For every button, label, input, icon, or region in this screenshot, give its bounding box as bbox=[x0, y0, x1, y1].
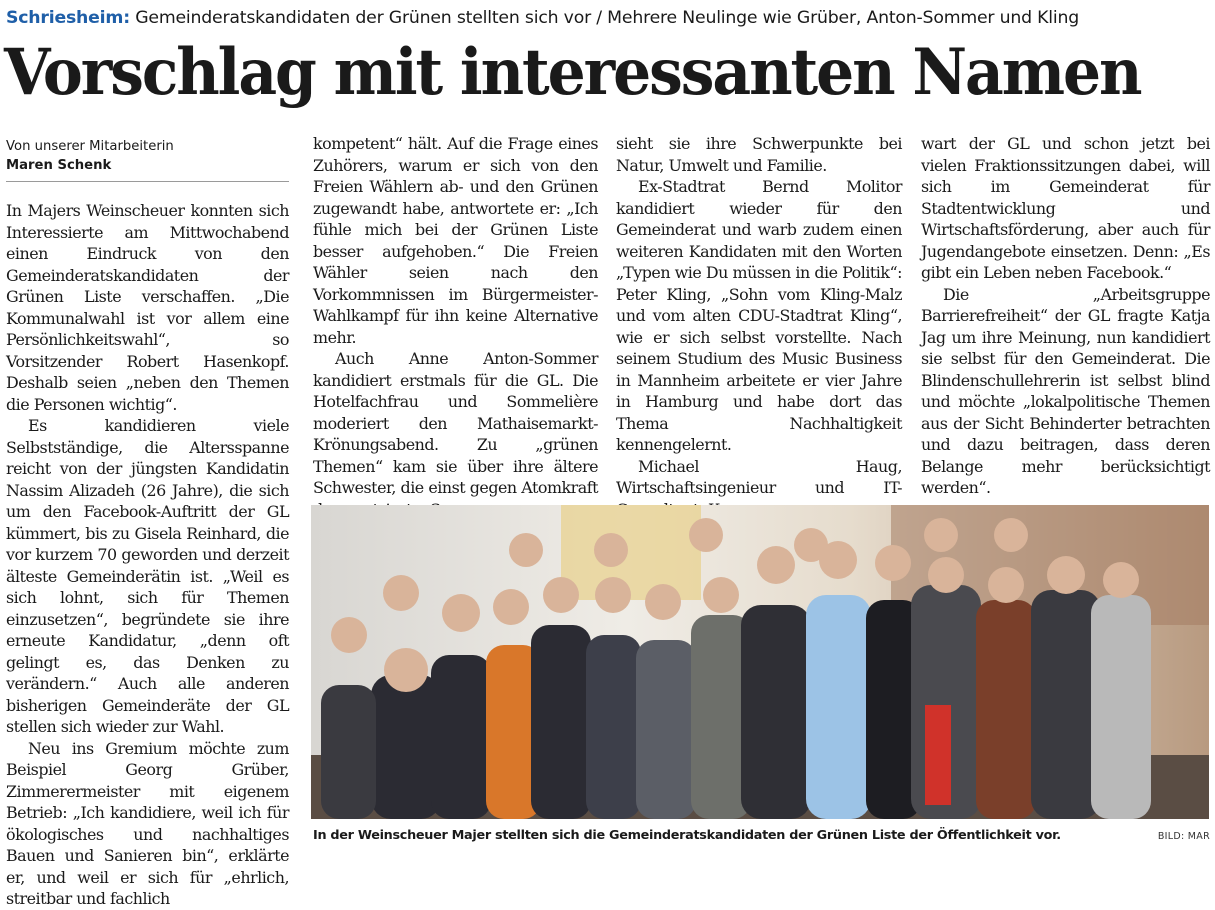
article-column-2 bbox=[313, 133, 598, 497]
byline-author: Maren Schenk bbox=[6, 158, 112, 173]
paragraph: kompetent“ hält. Auf die Frage eines Zuhörers, warum er sich von den Freien Wählern ab- und den Grünen zugewandt habe, antwortete er: „Ich fühle mich bei der Grünen Liste besser aufgehoben.“ Die Freien Wähler seien nach den Vorkommnissen im Bürgermeister-Wahlkampf für ihn keine Alternative mehr. bbox=[313, 134, 598, 347]
paragraph: Auch Anne Anton-Sommer kandidiert erstmals für die GL. Die Hotelfachfrau und Sommelière moderiert den Mathaisemarkt-Krönungsabend. Zu „grünen Themen“ kam sie über ihre ältere Schwester, die einst gegen Atomkraft bbox=[313, 349, 598, 497]
kicker-text: Gemeinderatskandidaten der Grünen stellten sich vor / Mehrere Neulinge wie Grüber, Anton-Sommer und Kling bbox=[135, 8, 1080, 28]
byline-intro: Von unserer Mitarbeiterin bbox=[6, 139, 174, 154]
group-photo bbox=[311, 505, 1209, 819]
article-column-1 bbox=[6, 200, 289, 908]
paragraph: Michael Haug, Wirtschaftsingenieur und IT- bbox=[616, 456, 902, 497]
paragraph: Ex-Stadtrat Bernd Molitor kandidiert wieder für den Gemeinderat und warb zudem einen weiteren Kandidaten mit den Worten „Typen wie Du müssen in die Politik“: Peter Kling, „Sohn vom Kling-Malz und vom alten CDU-Stadtrat Kling“, wie er sich selbst vorstellte. Nach seinem Studium des Music Business in Mannheim arbeitete er vier Jahre in Hamburg und habe dort das Thema Nachhaltigkeit kennengelernt. bbox=[616, 177, 902, 454]
photo-caption: In der Weinscheuer Majer stellten sich die Gemeinderatskandidaten der Grünen Liste der Öffentlichkeit vor. bbox=[313, 828, 1061, 843]
article-column-3 bbox=[616, 133, 902, 497]
paragraph: sieht sie ihre Schwerpunkte bei Natur, Umwelt und Familie. bbox=[616, 134, 902, 175]
paragraph: Es kandidieren viele Selbstständige, die Altersspanne reicht von der jüngsten Kandidatin Nassim Alizadeh (26 Jahre), die sich um den Facebook-Auftritt der GL kümmert, bis zu Gisela Reinhard, die vor kurzem 70 geworden und derzeit älteste Gemeinderätin ist. „Weil es sich lohnt, sich für Themen einzusetzen“, begründete sie ihre erneute Kandidatur, „denn oft gelingt es, das Denken zu verändern.“ Auch alle anderen bisherigen Gemeinderäte der GL stellen sich wieder zur Wahl. bbox=[6, 416, 289, 736]
article-column-4 bbox=[921, 133, 1210, 497]
byline-rule bbox=[6, 181, 289, 182]
kicker-place: Schriesheim: bbox=[6, 8, 130, 28]
paragraph: In Majers Weinscheuer konnten sich Interessierte am Mittwochabend einen Eindruck von den Gemeinderatskandidaten der Grünen Liste verschaffen. „Die Kommunalwahl ist vor allem eine Persönlichkeitswahl“, so Vorsitzender Robert Hasenkopf. Deshalb seien „neben den Themen die Personen wichtig“. bbox=[6, 201, 289, 414]
paragraph: Die „Arbeitsgruppe Barrierefreiheit“ der GL fragte Katja Jag um ihre Meinung, nun kandidiert sie selbst für den Gemeinderat. Die Blindenschullehrerin ist selbst blind und möchte „lokalpolitische Themen aus der Sicht Behinderter betrachten und dazu beitragen, dass deren Belange mehr berücksichtigt werden“. bbox=[921, 284, 1210, 497]
article-kicker bbox=[6, 6, 1211, 30]
paragraph: Neu ins Gremium möchte zum Beispiel Georg Grüber, Zimmerermeister mit eigenem Betrieb: „Ich kandidiere, weil ich für ökologisches und nachhaltiges Bauen und Sanieren bin“, erklärte er, und weil er sich für „ehrlich, streitbar und fachlich bbox=[6, 738, 289, 908]
paragraph: wart der GL und schon jetzt bei vielen Fraktionssitzungen dabei, will sich im Gemeinderat für Stadtentwicklung und Wirtschaftsförderung, aber auch für Jugendangebote einsetzen. Denn: „Es gibt ein Leben neben Facebook.“ bbox=[921, 134, 1210, 282]
headline: Vorschlag mit interessanten Namen bbox=[4, 35, 1141, 110]
byline bbox=[6, 137, 289, 175]
photo-credit: BILD: MAR bbox=[1157, 831, 1210, 842]
